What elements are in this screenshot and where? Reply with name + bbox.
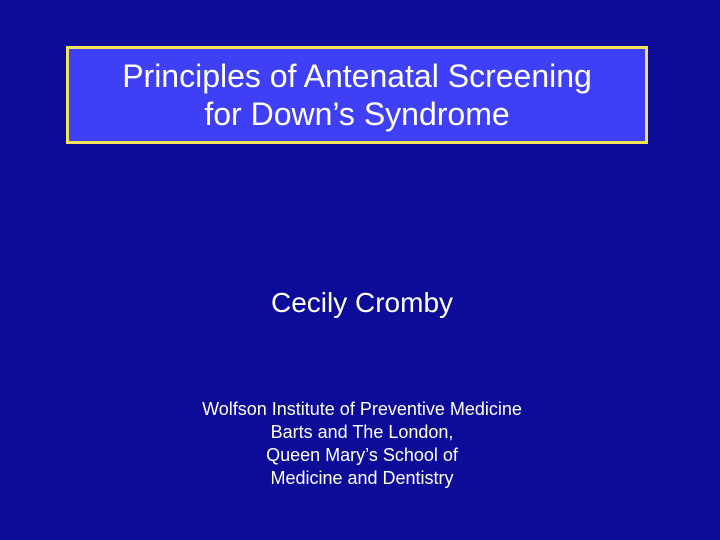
affiliation-line-4: Medicine and Dentistry <box>270 468 454 488</box>
title-line-2: for Down’s Syndrome <box>204 96 510 132</box>
affiliation-line-1: Wolfson Institute of Preventive Medicine <box>202 399 522 419</box>
title-line-1: Principles of Antenatal Screening <box>122 58 592 94</box>
affiliation-block <box>0 398 720 490</box>
affiliation-line-2: Barts and The London, <box>270 422 454 442</box>
affiliation-line-3: Queen Mary’s School of <box>266 445 458 465</box>
presenter-name: Cecily Cromby <box>270 287 454 318</box>
title-box <box>66 46 648 144</box>
